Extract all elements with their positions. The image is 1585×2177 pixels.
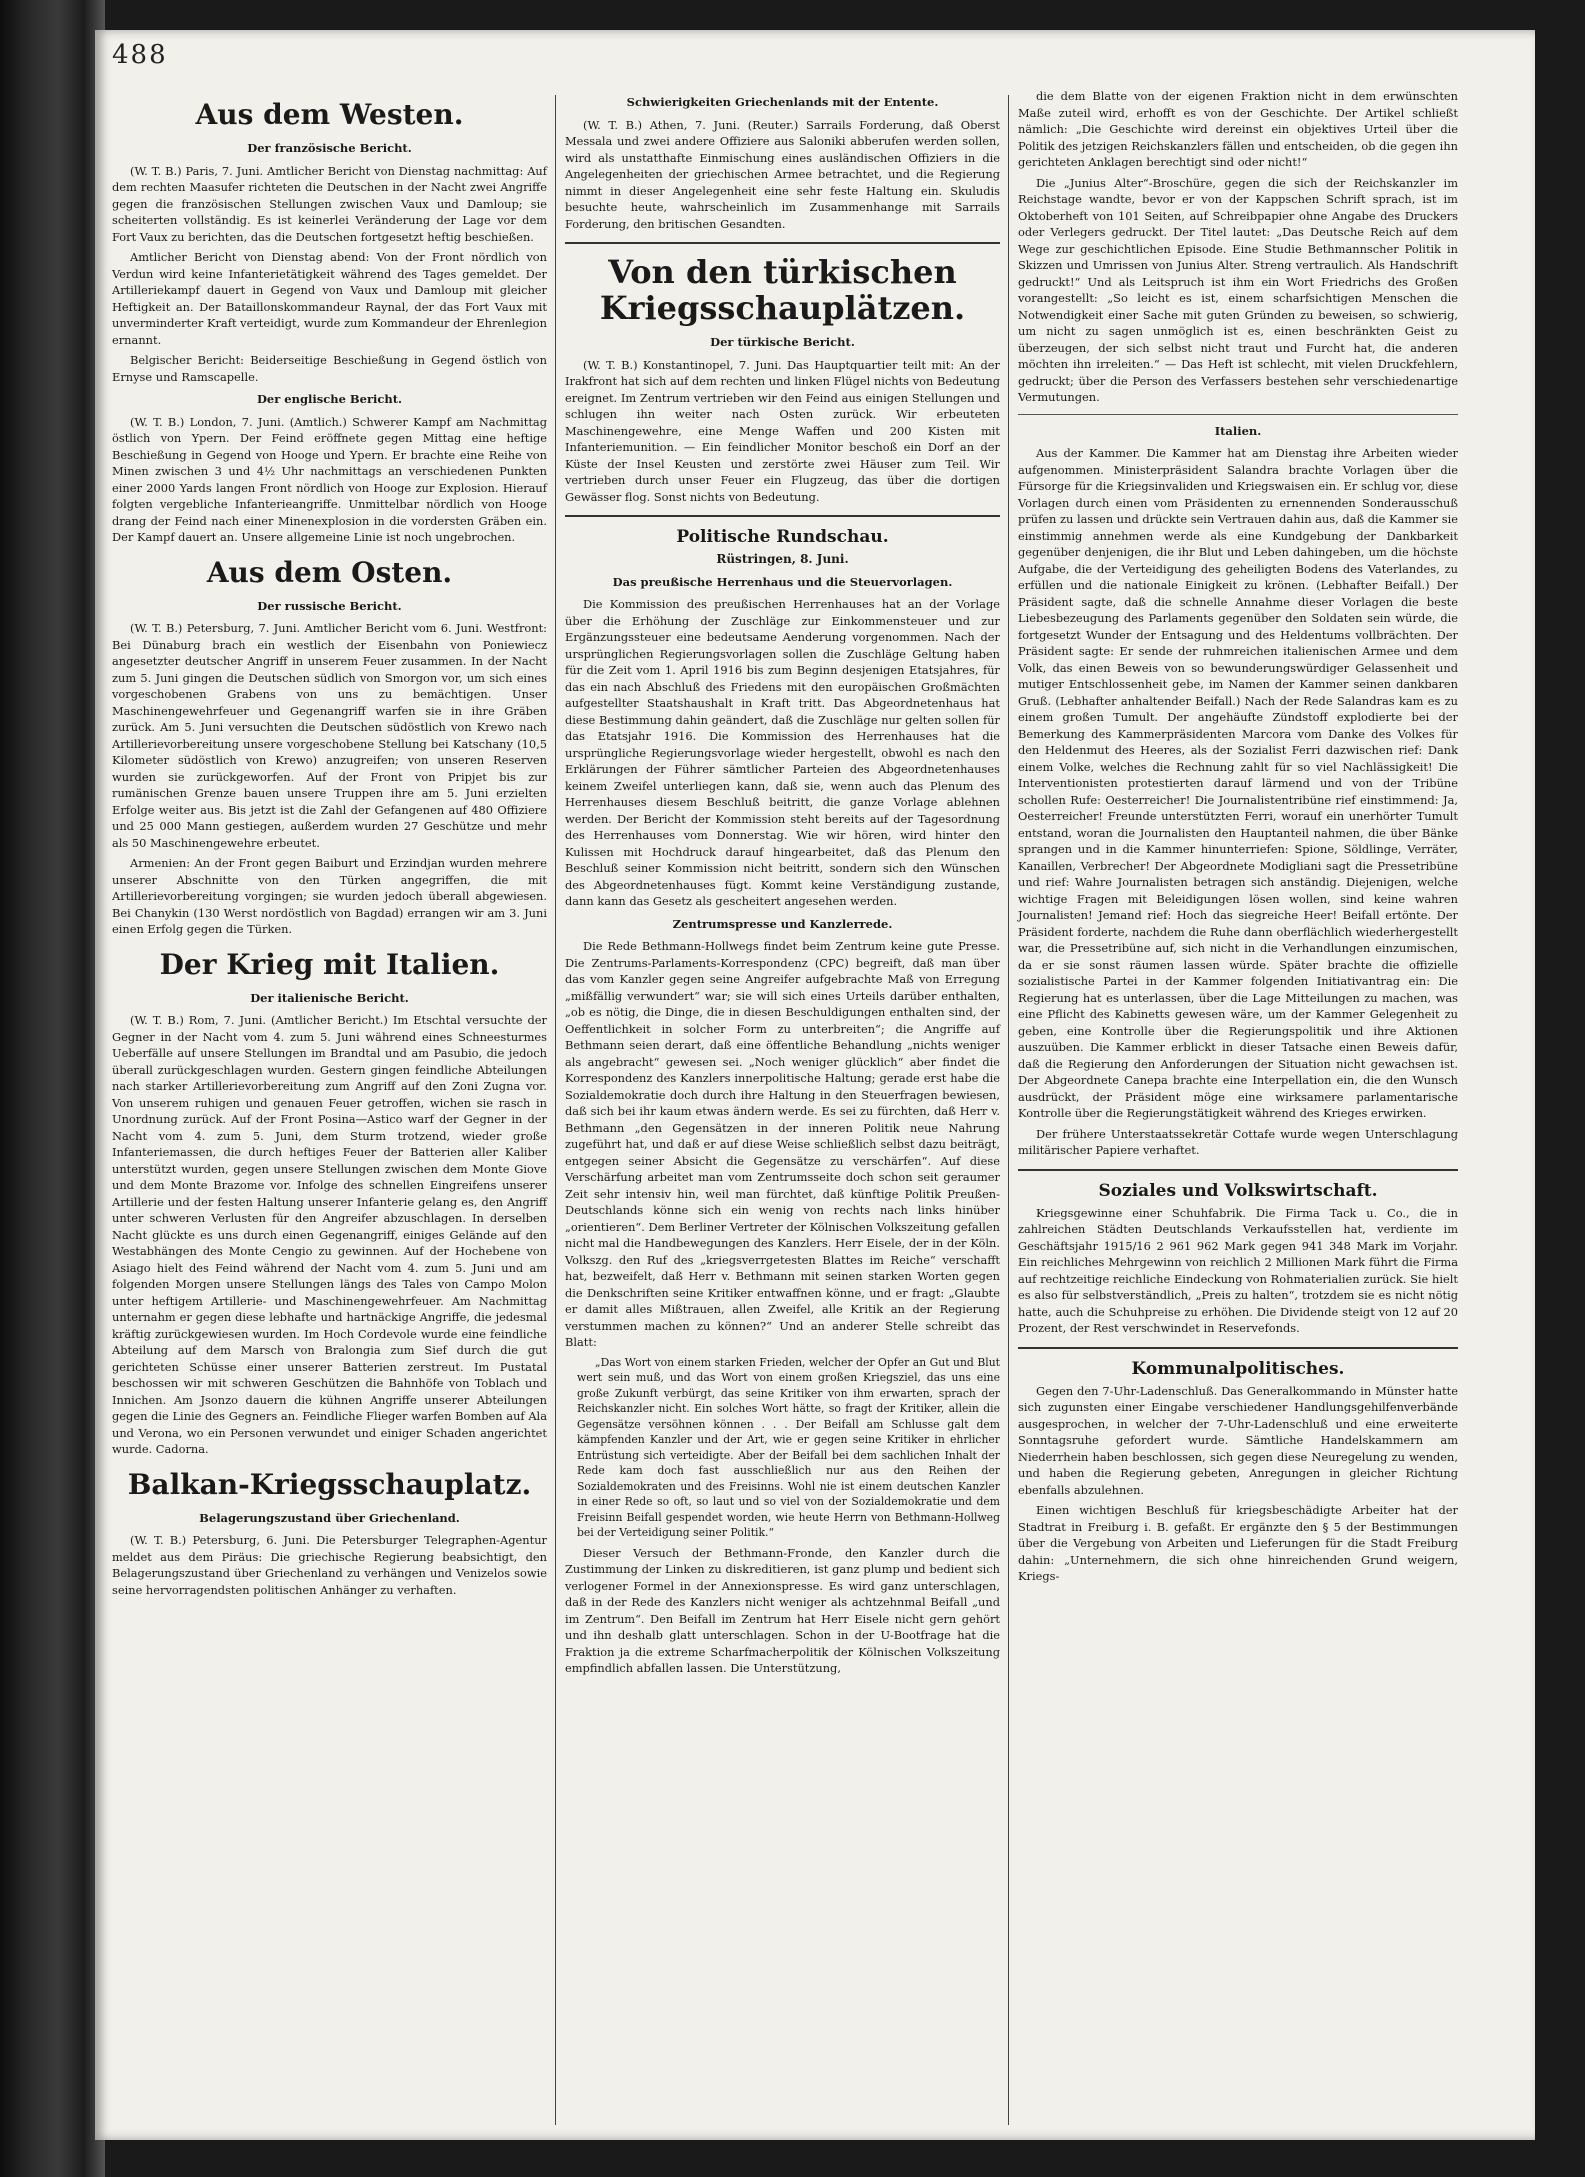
paragraph: Die „Junius Alter“-Broschüre, gegen die sich der Reichskanzler im Reichstage wandte, bevor er von der Kappschen Schrift sprach, ist im Oktoberheft von 101 Seiten, auf Schreibpapier ohne Angabe des Druckers oder Verlegers gedruckt. Der Titel lautet: „Das Deutsche Reich auf dem Wege zur geschichtlichen Episode. Eine Studie Bethmannscher Politik in Skizzen und Umrissen von Junius Alter. Streng vertraulich. Als Handschrift gedruckt!“ Und als Leitspruch ist ihm ein Wort Friedrichs des Großen vorangestellt: „So leicht es ist, einem scharfsichtigen Menschen die Notwendigkeit einer Sache mit guten Gründen zu beweisen, so schwierig, um nicht zu sagen unmöglich ist es, einen beschränkten Geist zu überzeugen, der sich selbst nicht traut und Furcht hat, die anderen möchten ihn irreleiten.“ — Das Heft ist schlecht, mit vielen Druckfehlern, gedruckt; über die Person des Verfassers bestehen sehr verschiedenartige Vermutungen. xyxy=(1018,175,1458,404)
paragraph: Armenien: An der Front gegen Baiburt und Erzindjan wurden mehrere unserer Abschnitte von den Türken angegriffen, die mit Artillerievorbereitung vorgingen; sie wurden jedoch überall abgewiesen. Bei Chanykin (130 Werst nordöstlich von Bagdad) errangen wir am 3. Juni einen Erfolg gegen die Türken. xyxy=(112,856,547,936)
column-1 xyxy=(112,88,547,1602)
column-rule xyxy=(555,95,556,2125)
subheading: Der türkische Bericht. xyxy=(710,335,855,349)
headline-political-review: Politische Rundschau. xyxy=(676,527,889,547)
page-number: 488 xyxy=(112,40,168,70)
subheading: Schwierigkeiten Griechenlands mit der Entente. xyxy=(626,95,939,109)
column-3 xyxy=(1018,88,1458,1589)
paragraph: (W. T. B.) Petersburg, 6. Juni. Die Petersburger Telegraphen-Agentur meldet aus dem Piräus: Die griechische Regierung beabsichtigt, den Belagerungszustand über Griechenland zu verhängen und Venizelos sowie seine hervorragendsten politischen Anhänger zu verhaften. xyxy=(112,1533,547,1597)
paragraph: (W. T. B.) Paris, 7. Juni. Amtlicher Bericht von Dienstag nachmittag: Auf dem rechten Maasufer richteten die Deutschen in der Nacht zwei Angriffe gegen die französischen Stellungen zwischen Vaux und Damloup; sie scheiterten vollständig. Es ist keinerlei Veränderung der Lage vor dem Fort Vaux zu berichten, das die Deutschen fortgesetzt heftig beschießen. xyxy=(112,163,547,244)
section-divider xyxy=(1018,414,1458,415)
section-divider xyxy=(1018,1347,1458,1349)
section-divider xyxy=(565,242,1000,244)
paragraph: Kriegsgewinne einer Schuhfabrik. Die Firma Tack u. Co., die in zahlreichen Städten Deutschlands Verkaufsstellen hat, verdiente im Geschäftsjahr 1915/16 2 961 962 Mark gegen 941 348 Mark im Vorjahr. Ein reichliches Mehrgewinn von reichlich 2 Millionen Mark führt die Firma auf rechtzeitige reichliche Eindeckung von Rohmaterialien zurück. Sie hielt es also für selbstverständlich, „Preis zu halten“, trotzdem sie es nicht nötig hatte, auch die Schuhpreise zu erhöhen. Die Dividende steigt von 12 auf 20 Prozent, der Rest verschwindet in Reservefonds. xyxy=(1018,1205,1458,1335)
subheading: Der italienische Bericht. xyxy=(250,990,409,1005)
column-2 xyxy=(565,88,1000,1681)
paragraph: (W. T. B.) Athen, 7. Juni. (Reuter.) Sarrails Forderung, daß Oberst Messala und zwei andere Offiziere aus Saloniki abberufen werden sollen, wird als unstatthafte Einmischung eines ausländischen Offiziers in die Angelegenheiten der griechischen Armee betrachtet, und die Regierung nimmt in dieser Angelegenheit eine sehr feste Haltung ein. Skuludis besuchte heute, wahrscheinlich im Zusammenhange mit Sarrails Forderung, den britischen Gesandten. xyxy=(565,117,1000,231)
subheading: Der englische Bericht. xyxy=(256,392,403,406)
column-rule xyxy=(1008,95,1009,2125)
paragraph: Aus der Kammer. Die Kammer hat am Dienstag ihre Arbeiten wieder aufgenommen. Ministerpräsident Salandra brachte Vorlagen über die Fürsorge für die Kriegsinvaliden und Kriegswaisen ein. Er schlug vor, diese Vorlagen durch einen vom Präsidenten zu ernennenden Sonderausschuß prüfen zu lassen und drückte sein Vertrauen dahin aus, daß die Kammer sie einstimmig annehmen werde als eine Kundgebung der Dankbarkeit gegenüber denjenigen, die ihr Blut und Leben dahingeben, um die höchste Aufgabe, die der Verteidigung des geheiligten Bodens des Vaterlandes, zu erfüllen und die nationale Einigkeit zu krönen. (Lebhafter Beifall.) Der Präsident sagte, daß die schnelle Annahme dieser Vorlagen die beste Liebesbezeugung des Parlaments gegenüber den Soldaten sein würde, die fortgesetzt Wunder der Entsagung und des Heldentums vollbrächten. Der Präsident sagte: Er sende der ruhmreichen italienischen Armee und dem Volk, das einen Beweis von so bewunderungswürdiger Gelassenheit und mutiger Entschlossenheit gebe, im Namen der Kammer seinen dankbaren Gruß. (Lebhafter anhaltender Beifall.) Nach der Rede Salandras kam es zu einem großen Tumult. Der angehäufte Zündstoff explodierte bei der Bemerkung des Kammerpräsidenten Marcora vom Danke des Volkes für den Heldenmut des Heeres, als der Sozialist Ferri dazwischen rief: Dank einem Volke, welches die Rechnung zahlt für so viel Nachlässigkeit! Die Interventionisten protestierten darauf lärmend und von der Tribüne schollen Rufe: Oesterreicher! Die Journalistentribüne rief einstimmend: Ja, Oesterreicher! Freunde unterstützten Ferri, worauf ein unerhörter Tumult entstand, woran die Journalisten den Hauptanteil nahmen, die über Bänke sprangen und in die Kammer hinunterriefen: Spione, Söldlinge, Verräter, Kanaillen, Verbrecher! Der Abgeordnete Modigliani sagt die Pressetribüne und rief: Wahre Journalisten betragen sich anständig. Diejenigen, welche wichtige Fragen mit Beleidigungen lösen wollen, sind keine wahren Journalisten! Jemand rief: Hoch das siegreiche Heer! Beifall ertönte. Der Präsident forderte, nachdem die Ruhe dann oberflächlich wiederhergestellt war, die Pressetribüne auf, sich nicht in die Verhandlungen einzumischen, da er sie sonst räumen lassen würde. Später brachte die offizielle sozialistische Partei in der Kammer folgenden Initiativantrag ein: Die Regierung hat es unterlassen, über die Lage Mitteilungen zu machen, was eine Pflicht des Kabinetts gewesen wäre, um der Kammer Gelegenheit zu geben, eine Kontrolle über die Regierungspolitik und ihre Aktionen auszuüben. Die Kammer erblickt in dieser Tatsache einen Beweis dafür, daß die Regierung den Anforderungen der Situation nicht gewachsen ist. Der Abgeordnete Canepa brachte eine Interpellation ein, die den Wunsch ausdrückt, der Präsident möge eine wirksamere parlamentarische Kontrolle über die Regierungstätigkeit während des Krieges erwirken. xyxy=(1018,446,1458,1120)
headline-turkish-fronts: Von den türkischen Kriegsschauplätzen. xyxy=(599,253,966,327)
paragraph: Der frühere Unterstaatssekretär Cottafe wurde wegen Unterschlagung militärischer Papiere verhaftet. xyxy=(1018,1126,1458,1157)
headline-east: Aus dem Osten. xyxy=(206,555,453,589)
paragraph: Belgischer Bericht: Beiderseitige Beschießung in Gegend östlich von Ernyse und Ramscapelle. xyxy=(112,353,547,384)
paragraph: Gegen den 7-Uhr-Ladenschluß. Das Generalkommando in Münster hatte sich zugunsten einer Eingabe verschiedener Handlungsgehilfenverbände ausgesprochen, in welcher der 7-Uhr-Ladenschluß und eine erweiterte Sonntagsruhe gefordert wurde. Sämtliche Handelskammern am Niederrhein haben beschlossen, sich gegen diese Neuregelung zu wenden, und haben die Regierung gebeten, Anregungen in gleicher Richtung ebenfalls abzulehnen. xyxy=(1018,1383,1458,1497)
headline-italy-war: Der Krieg mit Italien. xyxy=(159,947,500,981)
subheading: Zentrumspresse und Kanzlerrede. xyxy=(672,916,893,931)
section-divider xyxy=(1018,1169,1458,1171)
paragraph: (W. T. B.) Petersburg, 7. Juni. Amtlicher Bericht vom 6. Juni. Westfront: Bei Dünaburg brach ein westlich der Eisenbahn von Poniewiecz angesetzter deutscher Angriff in unserem Feuer zusammen. In der Nacht zum 5. Juni gingen die Deutschen südlich von Smorgon vor, um sich eines vorgeschobenen Grabens von uns zu bemächtigen. Unser Maschinengewehrfeuer und Gegenangriff warfen sie in ihre Gräben zurück. Am 5. Juni versuchten die Deutschen südöstlich von Krewo nach Artillerievorbereitung unsere vorgeschobene Stellung bei Katschany (10,5 Kilometer südöstlich von Krewo) anzugreifen; von unseren Reserven wurden sie zurückgeworfen. Auf der Front von Pripjet bis zur rumänischen Grenze bauen unsere Truppen ihre am 5. Juni erzielten Erfolge weiter aus. Bis jetzt ist die Zahl der Gefangenen auf 480 Offiziere und 25 000 Mann gestiegen, außerdem wurden 27 Geschütze und mehr als 50 Maschinengewehre erbeutet. xyxy=(112,621,547,850)
subheading: Das preußische Herrenhaus und die Steuervorlagen. xyxy=(612,574,953,589)
paragraph: die dem Blatte von der eigenen Fraktion nicht in dem erwünschten Maße zuteil wird, erhofft es von der Geschichte. Der Artikel schließt nämlich: „Die Geschichte wird dereinst ein objektives Urteil über die Politik des jetzigen Reichskanzlers fällen und entscheiden, ob die gegen ihn gerichteten Anklagen berechtigt sind oder nicht!“ xyxy=(1018,89,1458,169)
paragraph: (W. T. B.) Rom, 7. Juni. (Amtlicher Bericht.) Im Etschtal versuchte der Gegner in der Nacht vom 4. zum 5. Juni während eines Schneesturmes Ueberfälle auf unsere Stellungen im Brandtal und am Pasubio, die jedoch überall zurückgeschlagen wurden. Gestern gingen feindliche Abteilungen nach starker Artillerievorbereitung zum Angriff auf den Zoni Zugna vor. Von unserem ruhigen und genauen Feuer getroffen, wichen sie rasch in Unordnung zurück. Auf der Front Posina—Astico warf der Gegner in der Nacht vom 4. zum 5. Juni, dem Sturm trotzend, wieder große Infanteriemassen, die durch heftiges Feuer der Batterien aller Kaliber unterstützt wurden, gegen unsere Stellungen zwischen dem Monte Giove und dem Monte Brazome vor. Infolge des schnellen Eingreifens unserer Artillerie und der festen Haltung unserer Infanterie gelang es, den Angriff unter schweren Verlusten für den Angreifer abzuschlagen. In derselben Nacht glückte es uns durch einen Gegenangriff, einiges Gelände auf den Westabhängen des Monte Cengio zu gewinnen. Auf der Hochebene von Asiago hielt des Feind während der Nacht vom 4. zum 5. Juni und am folgenden Morgen unsere Stellungen längs des Tales von Campo Molon unter heftigem Artillerie- und Maschinengewehrfeuer. Am Nachmittag unternahm er gegen diese lebhafte und hartnäckige Angriffe, die jedesmal kräftig zurückgewiesen wurden. Im Hoch Cordevole wurde eine feindliche Abteilung auf dem Marsch von Bralongia zum Sief durch die gut gerichteten Schüsse einer unserer Batterien zerstreut. Im Pustatal beschossen wir mit schweren Geschützen die Bahnhöfe von Toblach und Innichen. Am Jsonzo dauern die kühnen Angriffe unserer Abteilungen gegen die Linie des Gegners an. Feindliche Flieger warfen Bomben auf Ala und Verona, wo ein Personen verwundet und einiger Schaden angerichtet wurde. Cadorna. xyxy=(112,1013,547,1456)
paragraph: (W. T. B.) London, 7. Juni. (Amtlich.) Schwerer Kampf am Nachmittag östlich von Ypern. Der Feind eröffnete gegen Mittag eine heftige Beschießung in Gegend von Hooge und Ypern. Er brachte eine Reihe von Minen zwischen 3 und 4½ Uhr nachmittags an verschiedenen Punkten einer 2000 Yards langen Front nördlich von Hooge zur Explosion. Hierauf folgten vergebliche Infanterieangriffe. Unmittelbar nördlich von Hooge drang der Feind nach einer Minenexplosion in die vordersten Gräben ein. Der Kampf dauert an. Unsere allgemeine Linie ist noch ungebrochen. xyxy=(112,414,547,544)
headline-balkan: Balkan-Kriegsschauplatz. xyxy=(127,1467,532,1501)
quoted-paragraph: „Das Wort von einem starken Frieden, welcher der Opfer an Gut und Blut wert sein muß, und das Wort von einem großen Kriegsziel, das uns eine große Zukunft verbürgt, das seine Kritiker von ihm erwarten, sprach der Reichskanzler nicht. Ein solches Wort hätte, so fragt der Kritiker, allein die Gegensätze versöhnen können . . . Der Beifall am Schlusse galt dem kämpfenden Kanzler und der Art, wie er gegen seine Kritiker in ehrlicher Entrüstung sich verteidigte. Aber der Beifall bei dem sachlichen Inhalt der Rede kam doch fast ausschließlich nur aus den Reihen der Sozialdemokraten und des Freisinns. Wohl nie ist einem deutschen Kanzler in einer Rede so oft, so laut und so viel von der Sozialdemokratie und dem Freisinn Beifall gespendet worden, wie heute Herrn von Bethmann-Hollweg bei der Verteidigung seiner Politik.“ xyxy=(577,1355,1000,1539)
paragraph: Die Rede Bethmann-Hollwegs findet beim Zentrum keine gute Presse. Die Zentrums-Parlaments-Korrespondenz (CPC) begreift, daß man über das vom Kanzler gegen seine Angreifer aufgebrachte Maß von Erregung „mißfällig verwundert“ war; sie will sich eines Urteils darüber enthalten, „ob es nötig, die Dinge, die in diesen Beschuldigungen enthalten sind, der Oeffentlichkeit in solcher Form zu unterbreiten“; die Angriffe auf Bethmann seien derart, daß eine öffentliche Behandlung „nichts weniger als angebracht“ gewesen sei. „Noch weniger glücklich“ aber findet die Korrespondenz des Kanzlers innerpolitische Haltung; gerade erst habe die Sozialdemokratie doch durch ihre Haltung in den Steuerfragen bewiesen, daß sich bei ihr kaum etwas ändern werde. Es sei zu fürchten, daß Herr v. Bethmann „den Gegensätzen in der inneren Politik neue Nahrung zugeführt hat, und daß er auf diese Weise schließlich selbst dazu beiträgt, entgegen seiner Absicht die Gegensätze zu verschärfen“. Auf diese Verschärfung arbeitet man vom Zentrumsseite doch schon seit geraumer Zeit sehr intensiv hin, weil man fürchtet, daß künftige Politik Preußen-Deutschlands könne sich ein wenig von rechts nach links hinüber „orientieren“. Dem Berliner Vertreter der Kölnischen Volkszeitung gefallen nicht mal die Handbewegungen des Kanzlers. Herr Eisele, der in der Köln. Volkszg. den Ruf des „kriegsverrgetesten Blattes im Reiche“ verschafft hat, bezweifelt, daß Herr v. Bethmann mit seinen starken Worten gegen die Denkschriften seine Kritiker entwaffnen könne, und er fragt: „Glaubte er damit alles Mißtrauen, allen Zweifel, alle Kritik an der Regierung verstummen machen zu können?“ Und an anderer Stelle schreibt das Blatt: xyxy=(565,939,1000,1349)
subheading: Der französische Bericht. xyxy=(247,141,412,155)
book-spine xyxy=(0,0,105,2177)
headline-west: Aus dem Westen. xyxy=(195,98,464,131)
paragraph: Dieser Versuch der Bethmann-Fronde, den Kanzler durch die Zustimmung der Linken zu diskreditieren, ist ganz plump und bedient sich verlogener Formel in der Annexionspresse. Es wird ganz unterschlagen, daß in der Rede des Kanzlers nicht weniger als achtzehnmal Beifall „und im Zentrum“. Den Beifall im Zentrum hat Herr Eisele nicht gern gehört und ihn deshalb glatt unterschlagen. Schon in der U-Bootfrage hat die Fraktion ja die extreme Scharfmacherpolitik der Kölnischen Volkszeitung empfindlich abfallen lassen. Die Unterstützung, xyxy=(565,1545,1000,1675)
subheading-italy: Italien. xyxy=(1214,423,1262,438)
subheading: Der russische Bericht. xyxy=(257,598,402,613)
headline-municipal: Kommunalpolitisches. xyxy=(1131,1358,1345,1379)
section-divider xyxy=(565,515,1000,517)
dateline: Rüstringen, 8. Juni. xyxy=(716,552,849,566)
paragraph: Amtlicher Bericht von Dienstag abend: Von der Front nördlich von Verdun wird keine Infanterietätigkeit während des Tages gemeldet. Der Artilleriekampf dauert in Gegend von Vaux und Damloup mit gleicher Heftigkeit an. Der Bataillonskommandeur Raynal, der das Fort Vaux mit unverminderter Kraft verteidigt, wurde zum Kommandeur der Ehrenlegion ernannt. xyxy=(112,250,547,347)
headline-social-economy: Soziales und Volkswirtschaft. xyxy=(1098,1180,1378,1201)
paragraph: Einen wichtigen Beschluß für kriegsbeschädigte Arbeiter hat der Stadtrat in Freiburg i. B. gefaßt. Er ergänzte den § 5 der Bestimmungen über die Vergebung von Arbeiten und Lieferungen für die Stadt Freiburg dahin: „Unternehmern, die sich ohne hinreichenden Grund weigern, Kriegs- xyxy=(1018,1503,1458,1583)
subheading: Belagerungszustand über Griechenland. xyxy=(199,1510,460,1525)
paragraph: (W. T. B.) Konstantinopel, 7. Juni. Das Hauptquartier teilt mit: An der Irakfront hat sich auf dem rechten und linken Flügel nichts von Bedeutung ereignet. Im Zentrum vertrieben wir den Feind aus einigen Stellungen und schlugen ihn weiter nach Osten zurück. Wir erbeuteten Maschinengewehre, eine Menge Waffen und 200 Kisten mit Infanteriemunition. — Ein feindlicher Monitor beschoß ein Dorf an der Küste der Insel Keusten und zerstörte zwei Häuser zum Teil. Wir vertrieben durch unser Feuer ein Flugzeug, das über die dortigen Gewässer flog. Sonst nichts von Bedeutung. xyxy=(565,357,1000,504)
paragraph: Die Kommission des preußischen Herrenhauses hat an der Vorlage über die Erhöhung der Zuschläge zur Einkommensteuer und zur Ergänzungssteuer eine bedeutsame Aenderung vorgenommen. Nach der ursprünglichen Regierungsvorlagen sollen die Zuschläge Geltung haben für die Zeit vom 1. April 1916 bis zum Beginn desjenigen Etatsjahres, für das ein nach Abschluß des Friedens mit den europäischen Großmächten aufgestellter Staatshaushalt in Kraft tritt. Das Abgeordnetenhaus hat diese Bestimmung dahin geändert, daß die Zuschläge nur gelten sollen für das Etatsjahr 1916. Die Kommission des Herrenhauses hat die ursprüngliche Regierungsvorlage wieder hergestellt, obwohl es nach den Erklärungen der Führer sämtlicher Parteien des Abgeordnetenhauses keinem Zweifel unterliegen kann, daß sie, wenn auch das Plenum des Herrenhauses diesem Beschluß beitritt, die ganze Vorlage ablehnen werden. Der Bericht der Kommission steht bereits auf der Tagesordnung des Herrenhauses vom Donnerstag. Wie wir hören, wird hinter den Kulissen mit Hochdruck darauf hingearbeitet, daß das Plenum den Beschluß seiner Kommission nicht beitritt, sondern sich den Wünschen des Abgeordnetenhauses fügt. Kommt keine Verständigung zustande, dann kann das Gesetz als gescheitert angesehen werden. xyxy=(565,597,1000,908)
